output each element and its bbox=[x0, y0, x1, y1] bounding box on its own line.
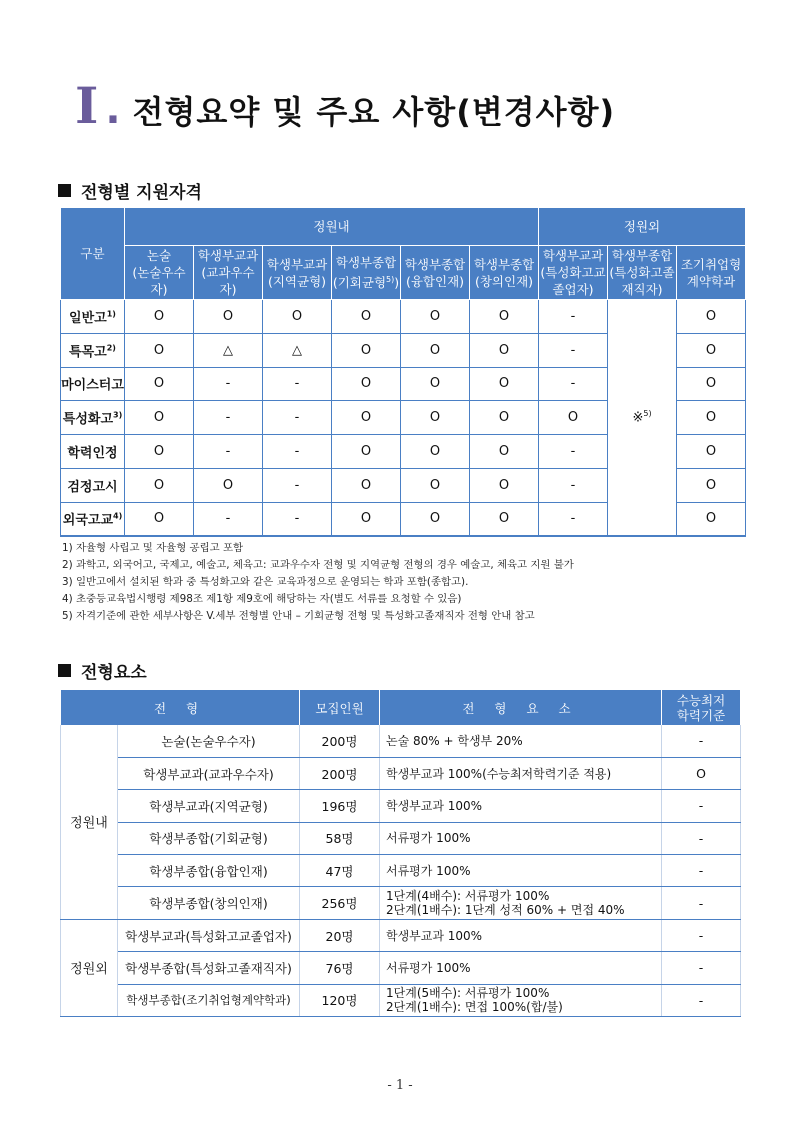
row-label: 학력인정 bbox=[61, 435, 125, 469]
footnote: 2) 과학고, 외국어고, 국제고, 예술고, 체육고: 교과우수자 전형 및 지역균형 전형의 경우 예술고, 체육고 지원 불가 bbox=[62, 559, 574, 571]
table-cell: O bbox=[677, 401, 746, 435]
table-cell: O bbox=[470, 468, 539, 502]
column-header: 학생부교과 (교과우수자) bbox=[194, 246, 263, 300]
row-label: 외국고교$^{4)}$ bbox=[61, 502, 125, 536]
table-cell: O bbox=[470, 367, 539, 401]
elements-heading-text: 전형요소 bbox=[81, 663, 147, 683]
elements-cell: 학생부교과 100% bbox=[380, 919, 662, 951]
table-cell: - bbox=[263, 401, 332, 435]
column-header: 학생부종합 (융합인재) bbox=[401, 246, 470, 300]
table-row bbox=[61, 984, 741, 1016]
elements-cell: 1단계(4배수): 서류평가 100% 2단계(1배수): 1단계 성적 60% + 면접 40% bbox=[380, 887, 662, 919]
table-row bbox=[61, 822, 741, 854]
table-cell: O bbox=[470, 502, 539, 536]
type-cell: 학생부종합(융합인재) bbox=[118, 855, 300, 887]
table-cell: O bbox=[470, 401, 539, 435]
header-csat: 수능최저 학력기준 bbox=[662, 690, 741, 725]
page-number: - 1 - bbox=[387, 1078, 413, 1093]
table-cell: - bbox=[539, 300, 608, 334]
table-cell: O bbox=[401, 435, 470, 469]
csat-cell: - bbox=[662, 984, 741, 1016]
table-cell: - bbox=[194, 401, 263, 435]
table-cell: O bbox=[677, 435, 746, 469]
table-cell: O bbox=[332, 468, 401, 502]
csat-cell: - bbox=[662, 887, 741, 919]
column-header: 학생부교과 (지역균형) bbox=[263, 246, 332, 300]
quota-cell: 256명 bbox=[300, 887, 380, 919]
eligibility-heading-text: 전형별 지원자격 bbox=[81, 183, 202, 203]
table-cell: - bbox=[539, 502, 608, 536]
table-cell: O bbox=[332, 435, 401, 469]
elements-cell: 1단계(5배수): 서류평가 100% 2단계(1배수): 면접 100%(합/불) bbox=[380, 984, 662, 1016]
table-cell: O bbox=[263, 300, 332, 334]
eligibility-table bbox=[60, 207, 746, 537]
table-cell: O bbox=[125, 300, 194, 334]
table-cell: O bbox=[677, 468, 746, 502]
table-cell: O bbox=[332, 300, 401, 334]
table-cell: O bbox=[125, 502, 194, 536]
table-cell: O bbox=[677, 300, 746, 334]
group-label: 정원내 bbox=[61, 725, 118, 919]
type-cell: 학생부교과(지역균형) bbox=[118, 790, 300, 822]
row-label: 일반고$^{1)}$ bbox=[61, 300, 125, 334]
table-cell: - bbox=[194, 435, 263, 469]
type-cell: 학생부종합(특성화고졸재직자) bbox=[118, 952, 300, 984]
header-elements: 전 형 요 소 bbox=[380, 690, 662, 725]
eligibility-footnotes bbox=[62, 540, 574, 625]
type-cell: 학생부종합(창의인재) bbox=[118, 887, 300, 919]
footnote: 5) 자격기준에 관한 세부사항은 V.세부 전형별 안내 – 기회균형 전형 및 특성화고졸재직자 전형 안내 참고 bbox=[62, 610, 535, 622]
chapter-title: 전형요약 및 주요 사항(변경사항) bbox=[132, 93, 616, 131]
table-cell: - bbox=[263, 367, 332, 401]
table-cell: O bbox=[401, 401, 470, 435]
table-cell: O bbox=[470, 333, 539, 367]
table-cell: O bbox=[677, 333, 746, 367]
table-cell: O bbox=[332, 401, 401, 435]
quota-cell: 58명 bbox=[300, 822, 380, 854]
table-cell: O bbox=[332, 333, 401, 367]
table-cell: △ bbox=[194, 333, 263, 367]
table-cell: - bbox=[263, 502, 332, 536]
table-cell: O bbox=[677, 367, 746, 401]
row-label: 특목고$^{2)}$ bbox=[61, 333, 125, 367]
table-cell: - bbox=[539, 468, 608, 502]
table-cell: O bbox=[539, 401, 608, 435]
quota-cell: 196명 bbox=[300, 790, 380, 822]
column-header: 학생부교과 (특성화고교 졸업자) bbox=[539, 246, 608, 300]
chapter-numeral: I bbox=[75, 76, 100, 135]
quota-cell: 200명 bbox=[300, 725, 380, 757]
table-row bbox=[61, 887, 741, 919]
csat-cell: - bbox=[662, 952, 741, 984]
type-cell: 학생부교과(교과우수자) bbox=[118, 757, 300, 789]
row-label: 검정고시 bbox=[61, 468, 125, 502]
elements-heading bbox=[58, 658, 147, 683]
table-row bbox=[61, 300, 746, 334]
table-cell: O bbox=[125, 468, 194, 502]
type-cell: 학생부종합(기회균형) bbox=[118, 822, 300, 854]
table-cell: O bbox=[401, 367, 470, 401]
table-row bbox=[61, 790, 741, 822]
table-cell: - bbox=[539, 333, 608, 367]
table-cell: - bbox=[194, 502, 263, 536]
type-cell: 학생부종합(조기취업형계약학과) bbox=[118, 984, 300, 1016]
quota-cell: 120명 bbox=[300, 984, 380, 1016]
elements-cell: 서류평가 100% bbox=[380, 855, 662, 887]
table-cell: O bbox=[332, 367, 401, 401]
header-quota: 모집인원 bbox=[300, 690, 380, 725]
table-cell: O bbox=[470, 300, 539, 334]
header-group-out: 정원외 bbox=[539, 208, 746, 246]
table-cell: O bbox=[125, 401, 194, 435]
table-cell: O bbox=[401, 300, 470, 334]
table-cell: O bbox=[401, 502, 470, 536]
eligibility-heading bbox=[58, 178, 202, 203]
row-label: 마이스터고 bbox=[61, 367, 125, 401]
elements-table bbox=[60, 690, 741, 1017]
chapter-dot: . bbox=[105, 87, 121, 133]
column-header: 학생부종합 (기회균형$^{5)}$) bbox=[332, 246, 401, 300]
table-cell: O bbox=[677, 502, 746, 536]
quota-cell: 200명 bbox=[300, 757, 380, 789]
square-bullet-icon bbox=[58, 184, 71, 197]
table-cell: O bbox=[125, 333, 194, 367]
quota-cell: 47명 bbox=[300, 855, 380, 887]
table-row bbox=[61, 855, 741, 887]
csat-cell: - bbox=[662, 725, 741, 757]
table-row bbox=[61, 757, 741, 789]
table-cell: O bbox=[470, 435, 539, 469]
group-label: 정원외 bbox=[61, 919, 118, 1016]
table-row bbox=[61, 725, 741, 757]
column-header: 학생부종합 (창의인재) bbox=[470, 246, 539, 300]
table-cell: - bbox=[539, 435, 608, 469]
csat-cell: - bbox=[662, 822, 741, 854]
table-row bbox=[61, 952, 741, 984]
table-cell: - bbox=[263, 468, 332, 502]
csat-cell: - bbox=[662, 790, 741, 822]
csat-cell: - bbox=[662, 919, 741, 951]
table-cell: O bbox=[194, 300, 263, 334]
page-title bbox=[75, 76, 615, 138]
type-cell: 논술(논술우수자) bbox=[118, 725, 300, 757]
column-header: 논술 (논술우수자) bbox=[125, 246, 194, 300]
footnote: 3) 일반고에서 설치된 학과 중 특성화고와 같은 교육과정으로 운영되는 학과 포함(종합고). bbox=[62, 576, 469, 588]
table-cell: O bbox=[401, 468, 470, 502]
table-cell: - bbox=[263, 435, 332, 469]
header-group-in: 정원내 bbox=[125, 208, 539, 246]
table-cell: - bbox=[194, 367, 263, 401]
csat-cell: - bbox=[662, 855, 741, 887]
elements-cell: 학생부교과 100%(수능최저학력기준 적용) bbox=[380, 757, 662, 789]
footnote: 4) 초중등교육법시행령 제98조 제1항 제9호에 해당하는 자(별도 서류를 요청할 수 있음) bbox=[62, 593, 462, 605]
type-cell: 학생부교과(특성화고교졸업자) bbox=[118, 919, 300, 951]
row-label: 특성화고$^{3)}$ bbox=[61, 401, 125, 435]
square-bullet-icon bbox=[58, 664, 71, 677]
csat-cell: O bbox=[662, 757, 741, 789]
elements-cell: 논술 80% + 학생부 20% bbox=[380, 725, 662, 757]
header-type: 전 형 bbox=[61, 690, 300, 725]
column-header: 조기취업형 계약학과 bbox=[677, 246, 746, 300]
merged-note-cell: ※$^{5)}$ bbox=[608, 300, 677, 537]
table-cell: O bbox=[332, 502, 401, 536]
elements-cell: 학생부교과 100% bbox=[380, 790, 662, 822]
footnote: 1) 자율형 사립고 및 자율형 공립고 포함 bbox=[62, 542, 244, 554]
column-header: 학생부종합 (특성화고졸 재직자) bbox=[608, 246, 677, 300]
table-cell: O bbox=[125, 435, 194, 469]
quota-cell: 76명 bbox=[300, 952, 380, 984]
elements-cell: 서류평가 100% bbox=[380, 952, 662, 984]
table-row bbox=[61, 919, 741, 951]
quota-cell: 20명 bbox=[300, 919, 380, 951]
table-cell: O bbox=[125, 367, 194, 401]
table-cell: O bbox=[194, 468, 263, 502]
table-cell: △ bbox=[263, 333, 332, 367]
elements-cell: 서류평가 100% bbox=[380, 822, 662, 854]
table-cell: O bbox=[401, 333, 470, 367]
header-gubun: 구분 bbox=[61, 208, 125, 300]
table-cell: - bbox=[539, 367, 608, 401]
